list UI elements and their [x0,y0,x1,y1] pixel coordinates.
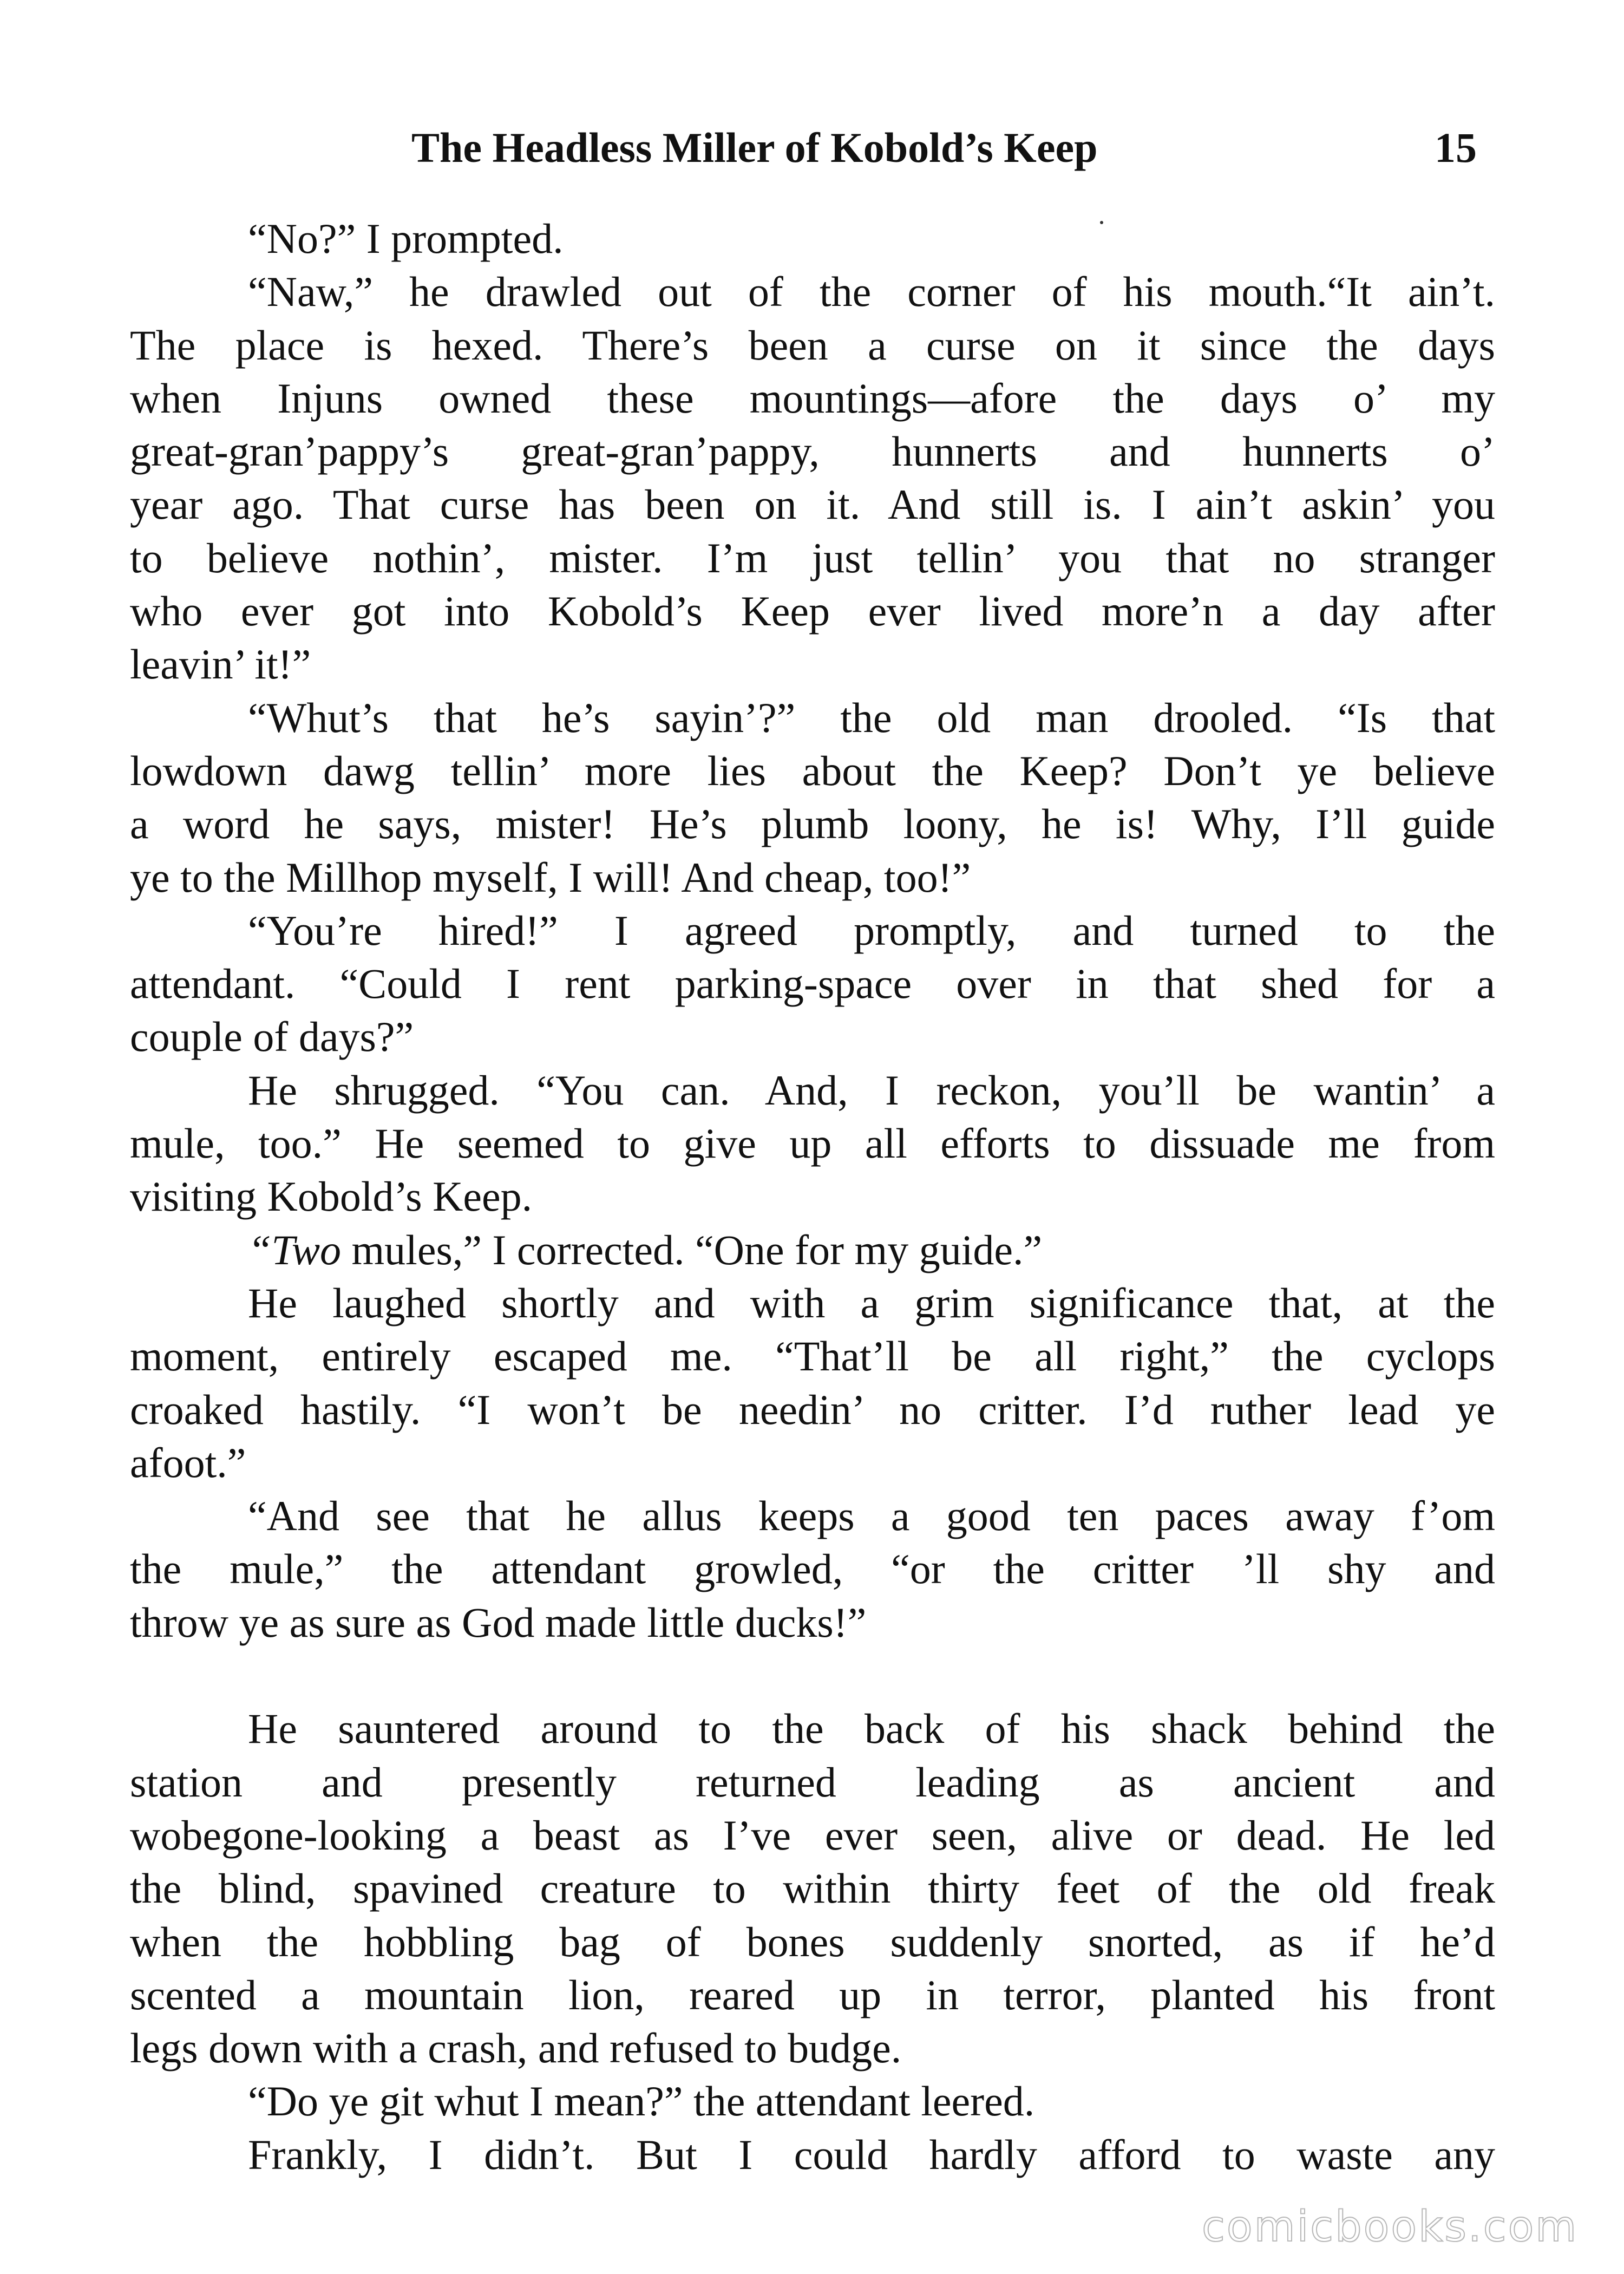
text-line: when the hobbling bag of bones suddenly snorted, as if he’d [130,1918,1495,1965]
text-line: great-gran’pappy’s great-gran’pappy, hunnerts and hunnerts o’ [130,428,1495,475]
text-line: couple of days?” [130,1013,414,1061]
text-line: attendant. “Could I rent parking-space over in that shed for a [130,960,1495,1008]
text-line: legs down with a crash, and refused to budge. [130,2024,902,2072]
paragraph-gap [130,1649,1495,1702]
text-line: wobegone-looking a beast as I’ve ever seen, alive or dead. He led [130,1811,1495,1859]
watermark: comicbooks.com [1202,2203,1579,2251]
text-line-rest: mules,” I corrected. “One for my guide.” [341,1226,1043,1273]
running-head-title: The Headless Miller of Kobold’s Keep [411,124,1098,171]
text-line: He sauntered around to the back of his shack behind the [248,1705,1495,1753]
page-body [130,212,1495,2181]
text-line: “You’re hired!” I agreed promptly, and turned to the [248,906,1495,954]
italic-word: “Two [248,1226,341,1273]
text-line: Frankly, I didn’t. But I could hardly afford to waste any [248,2131,1495,2178]
text-line: croaked hastily. “I won’t be needin’ no critter. I’d ruther lead ye [130,1386,1495,1433]
text-line: The place is hexed. There’s been a curse on it since the days [130,321,1495,369]
text-line: “Whut’s that he’s sayin’?” the old man drooled. “Is that [248,694,1495,741]
text-line: ye to the Millhop myself, I will! And cheap, too!” [130,853,971,901]
text-line: “Do ye git whut I mean?” the attendant leered. [248,2077,1035,2125]
text-line: He shrugged. “You can. And, I reckon, you’ll be wantin’ a [248,1066,1495,1114]
page-number: 15 [1435,124,1477,171]
text-line: “And see that he allus keeps a good ten paces away f’om [248,1492,1495,1540]
text-line: who ever got into Kobold’s Keep ever lived more’n a day after [130,587,1495,635]
text-line: He laughed shortly and with a grim significance that, at the [248,1279,1495,1327]
text-line: throw ye as sure as God made little ducks!” [130,1598,867,1646]
text-line: when Injuns owned these mountings—afore the days o’ my [130,374,1495,422]
text-line: a word he says, mister! He’s plumb loony, he is! Why, I’ll guide [130,800,1495,848]
text-line: scented a mountain lion, reared up in terror, planted his front [130,1971,1495,2018]
text-line-italic-start [130,1224,1495,1277]
text-line: the mule,” the attendant growled, “or the critter ’ll shy and [130,1545,1495,1593]
text-line: to believe nothin’, mister. I’m just tellin’ you that no stranger [130,534,1495,581]
text-line: the blind, spavined creature to within thirty feet of the old freak [130,1865,1495,1912]
text-line: year ago. That curse has been on it. And still is. I ain’t askin’ you [130,481,1495,528]
text-line: visiting Kobold’s Keep. [130,1173,533,1220]
text-line: station and presently returned leading as ancient and [130,1758,1495,1806]
text-line: leavin’ it!” [130,641,311,688]
text-line: moment, entirely escaped me. “That’ll be all right,” the cyclops [130,1332,1495,1380]
text-line: lowdown dawg tellin’ more lies about the Keep? Don’t ye believe [130,747,1495,794]
text-line: “No?” I prompted. [248,215,564,262]
text-line: “Naw,” he drawled out of the corner of his mouth.“It ain’t. [248,268,1495,316]
text-line: mule, too.” He seemed to give up all efforts to dissuade me from [130,1120,1495,1167]
text-line: afoot.” [130,1439,246,1486]
